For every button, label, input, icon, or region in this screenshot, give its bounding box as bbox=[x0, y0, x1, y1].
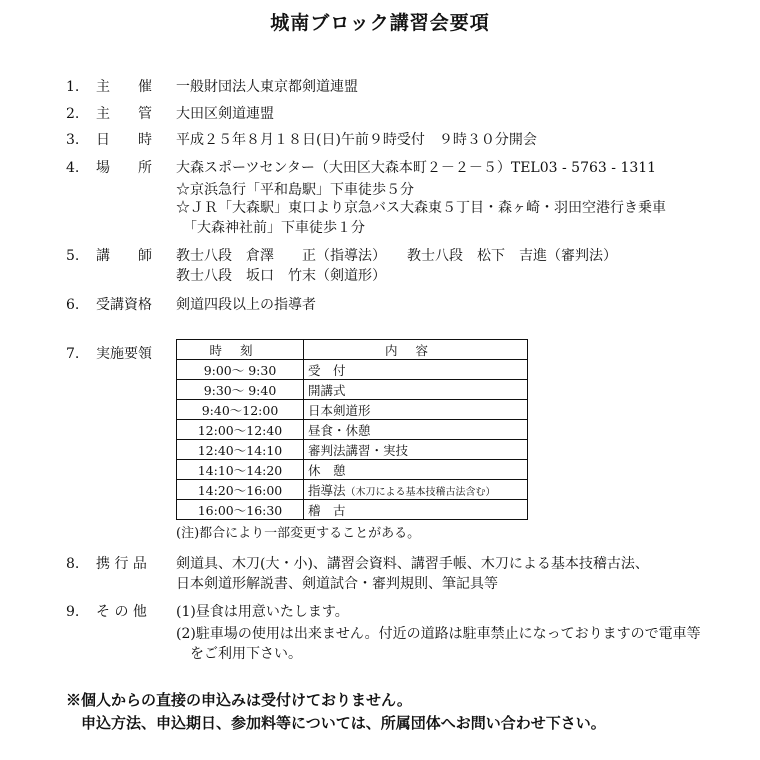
item-label: 主 催 bbox=[96, 79, 152, 95]
schedule-table bbox=[176, 339, 528, 520]
item-label: 受講資格 bbox=[96, 297, 152, 313]
item-label: 日 時 bbox=[96, 132, 152, 148]
item-belongings bbox=[66, 553, 176, 573]
other-line-1: (1)昼食は用意いたします。 bbox=[176, 604, 349, 620]
content-extra: （木刀による基本技稽古法含む） bbox=[345, 486, 496, 498]
time-cell: 9:40～12:00 bbox=[177, 400, 304, 420]
other-line-3: をご利用下さい。 bbox=[176, 646, 302, 662]
host-value: 大田区剣道連盟 bbox=[176, 106, 274, 122]
instructors-line-1: 教士八段 倉澤 正（指導法） 教士八段 松下 吉進（審判法） bbox=[176, 248, 617, 264]
item-number: 3. bbox=[66, 132, 80, 148]
content-cell: 開講式 bbox=[304, 380, 528, 400]
notice-line-2: 申込方法、申込期日、参加料等については、所属団体へお問い合わせ下さい。 bbox=[66, 714, 606, 732]
belongings-line-1: 剣道具、木刀(大・小)、講習会資料、講習手帳、木刀による基本技稽古法、 bbox=[176, 556, 649, 572]
item-number: 8. bbox=[66, 556, 80, 572]
item-qualification bbox=[66, 294, 176, 314]
notice-line-1: ※個人からの直接の申込みは受付けておりません。 bbox=[66, 691, 412, 709]
item-label: 主 管 bbox=[96, 106, 152, 122]
other-line-2: (2)駐車場の使用は出来ません。付近の道路は駐車禁止になっておりますので電車等 bbox=[176, 626, 701, 642]
belongings-line-2: 日本剣道形解説書、剣道試合・審判規則、筆記具等 bbox=[176, 576, 498, 592]
item-number: 7. bbox=[66, 346, 80, 362]
document-title: 城南ブロック講習会要項 bbox=[270, 12, 490, 34]
venue-line-2: ☆京浜急行「平和島駅」下車徒歩５分 bbox=[176, 182, 414, 198]
item-schedule bbox=[66, 343, 176, 363]
item-number: 4. bbox=[66, 160, 80, 176]
item-number: 5. bbox=[66, 248, 80, 264]
content-cell: 審判法講習・実技 bbox=[304, 440, 528, 460]
item-instructors bbox=[66, 245, 176, 265]
item-label: 場 所 bbox=[96, 160, 152, 176]
table-row bbox=[177, 360, 528, 380]
item-number: 9. bbox=[66, 604, 80, 620]
time-cell: 14:10～14:20 bbox=[177, 460, 304, 480]
table-row bbox=[177, 380, 528, 400]
time-cell: 16:00～16:30 bbox=[177, 500, 304, 520]
content-cell: 昼食・休憩 bbox=[304, 420, 528, 440]
datetime-value: 平成２５年８月１８日(日)午前９時受付 ９時３０分開会 bbox=[176, 132, 537, 148]
item-organizer bbox=[66, 76, 176, 96]
item-label: 講 師 bbox=[96, 248, 152, 264]
item-other bbox=[66, 601, 176, 621]
item-label: そ の 他 bbox=[96, 604, 147, 620]
time-cell: 9:00～ 9:30 bbox=[177, 360, 304, 380]
item-host bbox=[66, 103, 176, 123]
venue-line-3: ☆ＪＲ「大森駅」東口より京急バス大森東５丁目・森ヶ崎・羽田空港行き乗車 bbox=[176, 200, 666, 216]
time-cell: 9:30～ 9:40 bbox=[177, 380, 304, 400]
schedule-note: (注)都合により一部変更することがある。 bbox=[176, 526, 421, 541]
item-number: 6. bbox=[66, 297, 80, 313]
time-cell: 14:20～16:00 bbox=[177, 480, 304, 500]
table-row bbox=[177, 400, 528, 420]
table-row bbox=[177, 500, 528, 520]
venue-line-4: 「大森神社前」下車徒歩１分 bbox=[176, 220, 365, 236]
item-label: 携 行 品 bbox=[96, 556, 147, 572]
table-row bbox=[177, 480, 528, 500]
content-main: 指導法 bbox=[308, 482, 346, 498]
time-cell: 12:00～12:40 bbox=[177, 420, 304, 440]
item-datetime bbox=[66, 129, 176, 149]
time-cell: 12:40～14:10 bbox=[177, 440, 304, 460]
table-row bbox=[177, 460, 528, 480]
instructors-line-2: 教士八段 坂口 竹末（剣道形） bbox=[176, 268, 386, 284]
header-time: 時刻 bbox=[177, 340, 304, 360]
content-cell: 稽 古 bbox=[304, 500, 528, 520]
item-number: 2. bbox=[66, 106, 80, 122]
table-row bbox=[177, 420, 528, 440]
content-cell: 日本剣道形 bbox=[304, 400, 528, 420]
item-label: 実施要領 bbox=[96, 346, 152, 362]
table-row bbox=[177, 440, 528, 460]
qualification-value: 剣道四段以上の指導者 bbox=[176, 297, 316, 313]
header-content: 内容 bbox=[304, 340, 528, 360]
item-venue bbox=[66, 157, 176, 177]
item-number: 1. bbox=[66, 79, 80, 95]
schedule-header-row bbox=[177, 340, 528, 360]
venue-line-1: 大森スポーツセンター（大田区大森本町２－２－５）TEL03 - 5763 - 1311 bbox=[176, 160, 657, 176]
content-cell bbox=[304, 480, 528, 500]
content-cell: 休 憩 bbox=[304, 460, 528, 480]
content-cell: 受 付 bbox=[304, 360, 528, 380]
organizer-value: 一般財団法人東京都剣道連盟 bbox=[176, 79, 358, 95]
